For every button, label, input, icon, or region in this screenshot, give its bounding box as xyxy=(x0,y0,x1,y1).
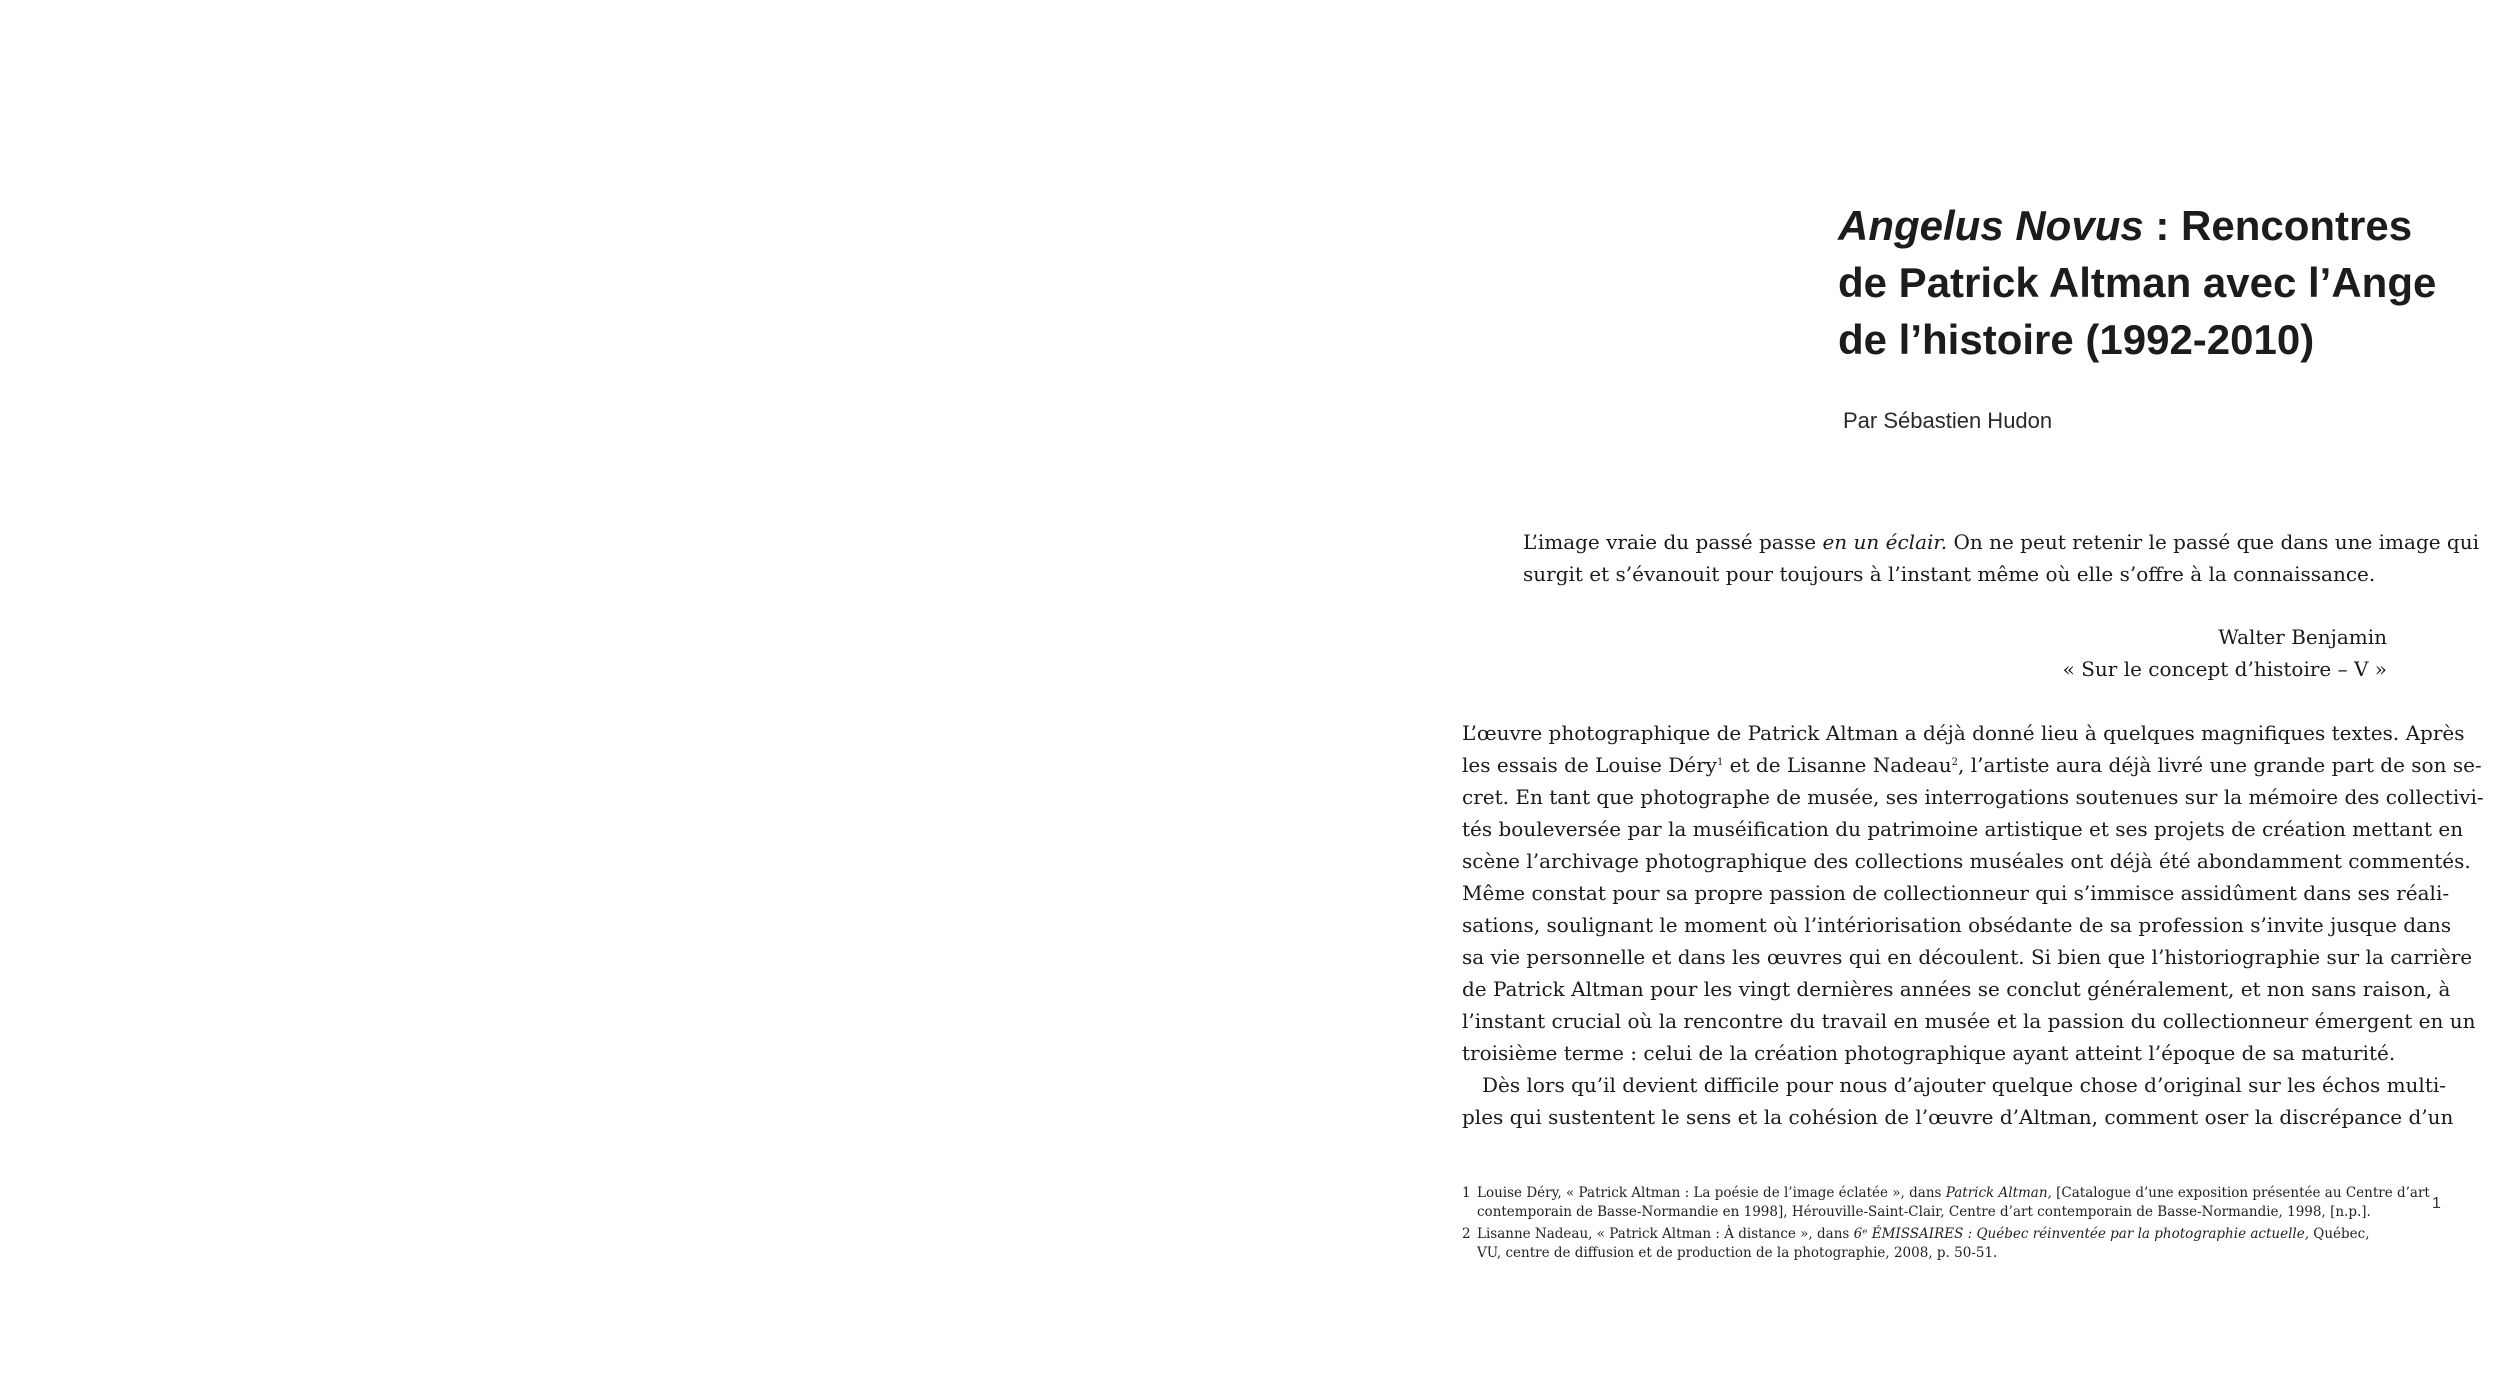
footnote-2 xyxy=(1462,1225,2397,1263)
body-line: tés bouleversée par la muséification du patrimoine artistique et ses projets de création mettant en xyxy=(1462,817,2464,841)
footnote-number: 1 xyxy=(1462,1185,1471,1201)
body-line: sa vie personnelle et dans les œuvres qui en découlent. Si bien que l’historiographie sur la carrière xyxy=(1462,945,2473,969)
epigraph-emphasis: en un éclair. xyxy=(1822,530,1948,554)
footnote-italic: 6ᵉ ÉMISSAIRES : Québec réinventée par la photographie actuelle, xyxy=(1853,1226,2309,1242)
page-number: 1 xyxy=(2432,1195,2441,1212)
author-byline: Par Sébastien Hudon xyxy=(1843,408,2053,433)
footnote-italic: Patrick Altman, xyxy=(1945,1185,2052,1201)
footnotes xyxy=(1462,1184,2430,1266)
title-line-1-rest: : Rencontres xyxy=(2143,202,2413,249)
epigraph-author: Walter Benjamin xyxy=(2218,625,2387,649)
footnote-text: Louise Déry, « Patrick Altman : La poésie de l’image éclatée », dans xyxy=(1477,1185,1946,1201)
footnote-line xyxy=(1477,1184,2430,1203)
body-line: ples qui sustentent le sens et la cohésion de l’œuvre d’Altman, comment oser la discrépance d’un xyxy=(1462,1105,2454,1129)
body-line: scène l’archivage photographique des collections muséales ont déjà été abondamment commentés. xyxy=(1462,849,2471,873)
epigraph-line-2: surgit et s’évanouit pour toujours à l’instant même où elle s’offre à la connaissance. xyxy=(1523,562,2376,586)
body-line xyxy=(1462,749,2482,781)
article-body xyxy=(1462,717,2484,1133)
footnote-number: 2 xyxy=(1462,1226,1471,1242)
body-line: sations, soulignant le moment où l’intériorisation obsédante de sa profession s’invite jusque dans xyxy=(1462,913,2452,937)
body-line: troisième terme : celui de la création photographique ayant atteint l’époque de sa maturité. xyxy=(1462,1041,2396,1065)
footnote-text: Québec, xyxy=(2308,1226,2370,1242)
epigraph-text: On ne peut retenir le passé que dans une image qui xyxy=(1947,530,2480,554)
epigraph-line-1 xyxy=(1523,526,2480,558)
body-line: Dès lors qu’il devient difficile pour nous d’ajouter quelque chose d’original sur les échos multi- xyxy=(1482,1073,2447,1097)
body-text-fragment: les essais de Louise Déry xyxy=(1462,753,1717,777)
body-line: L’œuvre photographique de Patrick Altman a déjà donné lieu à quelques magnifiques textes. Après xyxy=(1462,721,2465,745)
title-italic-part: Angelus Novus xyxy=(1838,202,2144,249)
footnote-line xyxy=(1477,1225,2397,1244)
body-line: l’instant crucial où la rencontre du travail en musée et la passion du collectionneur émergent en un xyxy=(1462,1009,2476,1033)
footnote-text: [Catalogue d’une exposition présentée au Centre d’art xyxy=(2051,1185,2430,1201)
epigraph-source: « Sur le concept d’histoire – V » xyxy=(2062,657,2387,681)
body-line: Même constat pour sa propre passion de collectionneur qui s’immisce assidûment dans ses réali- xyxy=(1462,881,2450,905)
footnote-ref-1[interactable]: 1 xyxy=(1716,757,1724,768)
title-line-2: de Patrick Altman avec l’Ange xyxy=(1838,259,2437,306)
title-line-1 xyxy=(1838,197,2438,254)
body-text-fragment: , l’artiste aura déjà livré une grande part de son se- xyxy=(1957,753,2482,777)
epigraph-text: L’image vraie du passé passe xyxy=(1523,530,1823,554)
body-line: cret. En tant que photographe de musée, ses interrogations soutenues sur la mémoire des collectivi- xyxy=(1462,785,2484,809)
title-line-3: de l’histoire (1992-2010) xyxy=(1838,316,2315,363)
epigraph-quote xyxy=(1523,526,2480,590)
footnote-ref-2[interactable]: 2 xyxy=(1951,757,1958,768)
body-line: de Patrick Altman pour les vingt dernières années se conclut généralement, et non sans raison, à xyxy=(1462,977,2451,1001)
footnote-line: VU, centre de diffusion et de production de la photographie, 2008, p. 50-51. xyxy=(1477,1245,1998,1261)
body-text-fragment: et de Lisanne Nadeau xyxy=(1723,753,1952,777)
epigraph-attribution xyxy=(2063,621,2387,685)
article-title xyxy=(1838,197,2438,368)
footnote-1 xyxy=(1462,1184,2430,1222)
footnote-line: contemporain de Basse-Normandie en 1998], Hérouville-Saint-Clair, Centre d’art contemporain de Basse-Normandie, 1998, [n.p.]. xyxy=(1477,1204,2371,1220)
footnote-text: Lisanne Nadeau, « Patrick Altman : À distance », dans xyxy=(1477,1226,1854,1242)
